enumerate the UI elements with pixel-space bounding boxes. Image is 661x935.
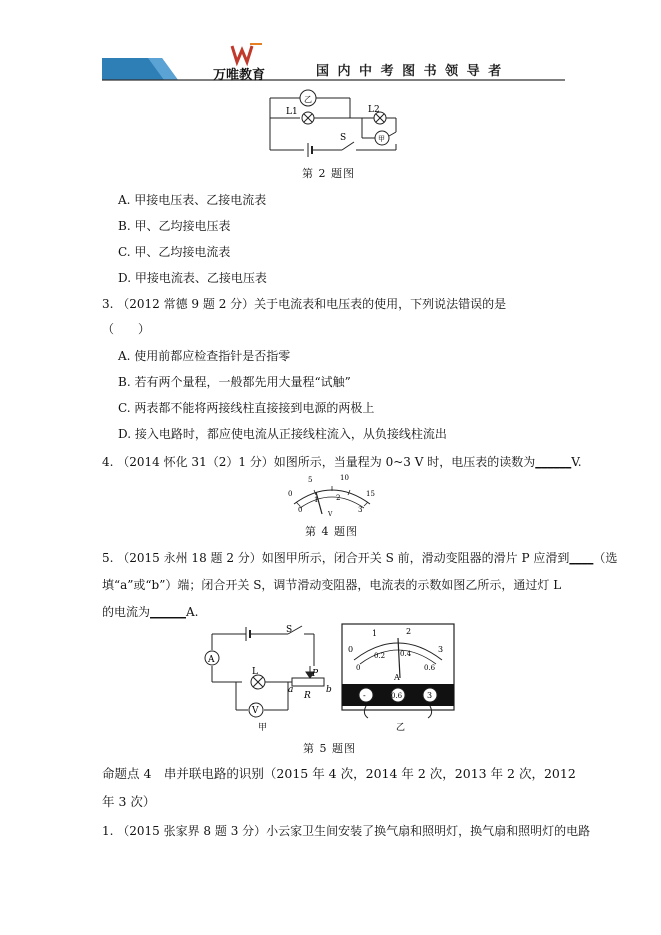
fig5-terminal-06: 0.6 xyxy=(391,692,403,700)
fig5-circuit-jia xyxy=(200,622,332,734)
tagline: 国 内 中 考 图 书 领 导 者 xyxy=(316,64,504,79)
fig4-upper-tick: 10 xyxy=(340,474,349,482)
fig2-caption: 第 2 题图 xyxy=(302,167,355,180)
fig4-voltmeter-dial xyxy=(282,470,382,518)
fig5-dial-lower: 0.6 xyxy=(424,664,436,672)
q3-paren: （ ） xyxy=(102,322,151,336)
fig5-label-a-end: a xyxy=(288,685,294,695)
fig5-ammeter-yi xyxy=(340,622,458,736)
q3-option-a: A. 使用前都应检查指针是否指零 xyxy=(118,349,291,363)
fig4-zero: 0 xyxy=(288,490,293,498)
q2-option-c: C. 甲、乙均接电流表 xyxy=(118,245,231,259)
label-l1: L1 xyxy=(286,107,298,117)
fig5-label-b-end: b xyxy=(326,685,332,695)
q2-option-d: D. 甲接电流表、乙接电压表 xyxy=(118,271,267,285)
section-heading-line2: 年 3 次） xyxy=(102,794,156,809)
fig4-lower-tick: 0 xyxy=(298,506,303,514)
q3-option-b: B. 若有两个量程，一般都先用大量程“试触” xyxy=(118,375,351,389)
fig5-label-p: P xyxy=(312,669,319,679)
label-jia: 甲 xyxy=(378,135,385,143)
fig5-dial-upper: 2 xyxy=(406,627,412,636)
label-l2: L2 xyxy=(368,105,380,115)
fig5-terminal-neg: - xyxy=(363,691,366,700)
q3-option-c: C. 两表都不能将两接线柱直接接到电源的两极上 xyxy=(118,401,375,415)
brand-logo-icon xyxy=(232,44,262,62)
q5-answer-blank-1[interactable]: ____ xyxy=(569,551,594,565)
q1b-stem: 1. （2015 张家界 8 题 3 分）小云家卫生间安装了换气扇和照明灯，换气扇和照明灯的电路 xyxy=(102,824,591,838)
q4-stem xyxy=(102,455,582,469)
header-banner xyxy=(0,0,661,95)
q5-line3-text: 的电流为 xyxy=(102,605,151,619)
fig5-caption: 第 5 题图 xyxy=(303,742,356,755)
switch-s-symbol xyxy=(342,142,354,150)
fig5-label-l: L xyxy=(252,667,258,677)
fig5-label-r: R xyxy=(304,691,311,701)
fig4-unit: V xyxy=(328,511,333,518)
fig4-upper-tick: 15 xyxy=(366,490,375,498)
fig4-lower-tick: 1 xyxy=(314,496,319,504)
fig5-label-a: A xyxy=(208,655,215,665)
label-s: S xyxy=(340,133,347,143)
fig5-label-v: V xyxy=(252,706,259,716)
fig5-dial-upper: 1 xyxy=(372,629,378,638)
fig4-caption: 第 4 题图 xyxy=(305,525,358,538)
label-yi: 乙 xyxy=(304,95,312,104)
fig4-lower-tick: 2 xyxy=(336,494,341,502)
fig4-lower-tick: 3 xyxy=(358,506,363,514)
fig5-dial-lower: 0 xyxy=(356,664,361,672)
q2-option-a: A. 甲接电压表、乙接电流表 xyxy=(118,193,267,207)
fig5-terminal-3: 3 xyxy=(427,691,433,700)
fig5-label-jia: 甲 xyxy=(258,723,268,733)
fig5-dial-unit: A xyxy=(394,673,400,682)
q5-line3 xyxy=(102,605,199,619)
q5-line1-text: 5. （2015 永州 18 题 2 分）如图甲所示，闭合开关 S 前，滑动变阻器的滑片 P 应滑到 xyxy=(102,551,570,565)
q4-answer-blank[interactable]: ______ xyxy=(535,455,572,469)
fig5-dial-lower: 0.4 xyxy=(400,650,412,658)
q5-line1 xyxy=(102,551,617,565)
q4-unit: V. xyxy=(571,455,582,469)
fig5-dial-upper: 3 xyxy=(438,645,444,654)
q3-option-d: D. 接入电路时，都应使电流从正接线柱流入，从负接线柱流出 xyxy=(118,427,447,441)
section-heading-line1: 命题点 4 串并联电路的识别（2015 年 4 次，2014 年 2 次，2013 年 2 次，2012 xyxy=(102,766,576,781)
fig4-upper-tick: 5 xyxy=(308,476,313,484)
q4-stem-text: 4. （2014 怀化 31（2）1 分）如图所示，当量程为 0~3 V 时，电压表的读数为 xyxy=(102,455,536,469)
q5-line1-tail: （选 xyxy=(593,551,618,565)
q5-line3-unit: A. xyxy=(186,605,199,619)
fig5-label-s: S xyxy=(286,625,293,635)
fig5-rheostat-symbol xyxy=(292,678,324,686)
fig5-ammeter-pointer xyxy=(398,638,400,678)
q5-line2: 填“a”或“b”）端；闭合开关 S，调节滑动变阻器，电流表的示数如图乙所示，通过灯 L xyxy=(102,578,562,592)
fig2-circuit xyxy=(262,88,412,160)
brand-name: 万唯教育 xyxy=(213,68,266,83)
q5-answer-blank-2[interactable]: ______ xyxy=(150,605,187,619)
q3-stem: 3. （2012 常德 9 题 2 分）关于电流表和电压表的使用，下列说法错误的是 xyxy=(102,297,507,311)
fig5-label-yi: 乙 xyxy=(396,723,406,733)
fig5-dial-upper: 0 xyxy=(348,645,354,654)
q2-option-b: B. 甲、乙均接电压表 xyxy=(118,219,231,233)
fig5-dial-lower: 0.2 xyxy=(374,652,386,660)
